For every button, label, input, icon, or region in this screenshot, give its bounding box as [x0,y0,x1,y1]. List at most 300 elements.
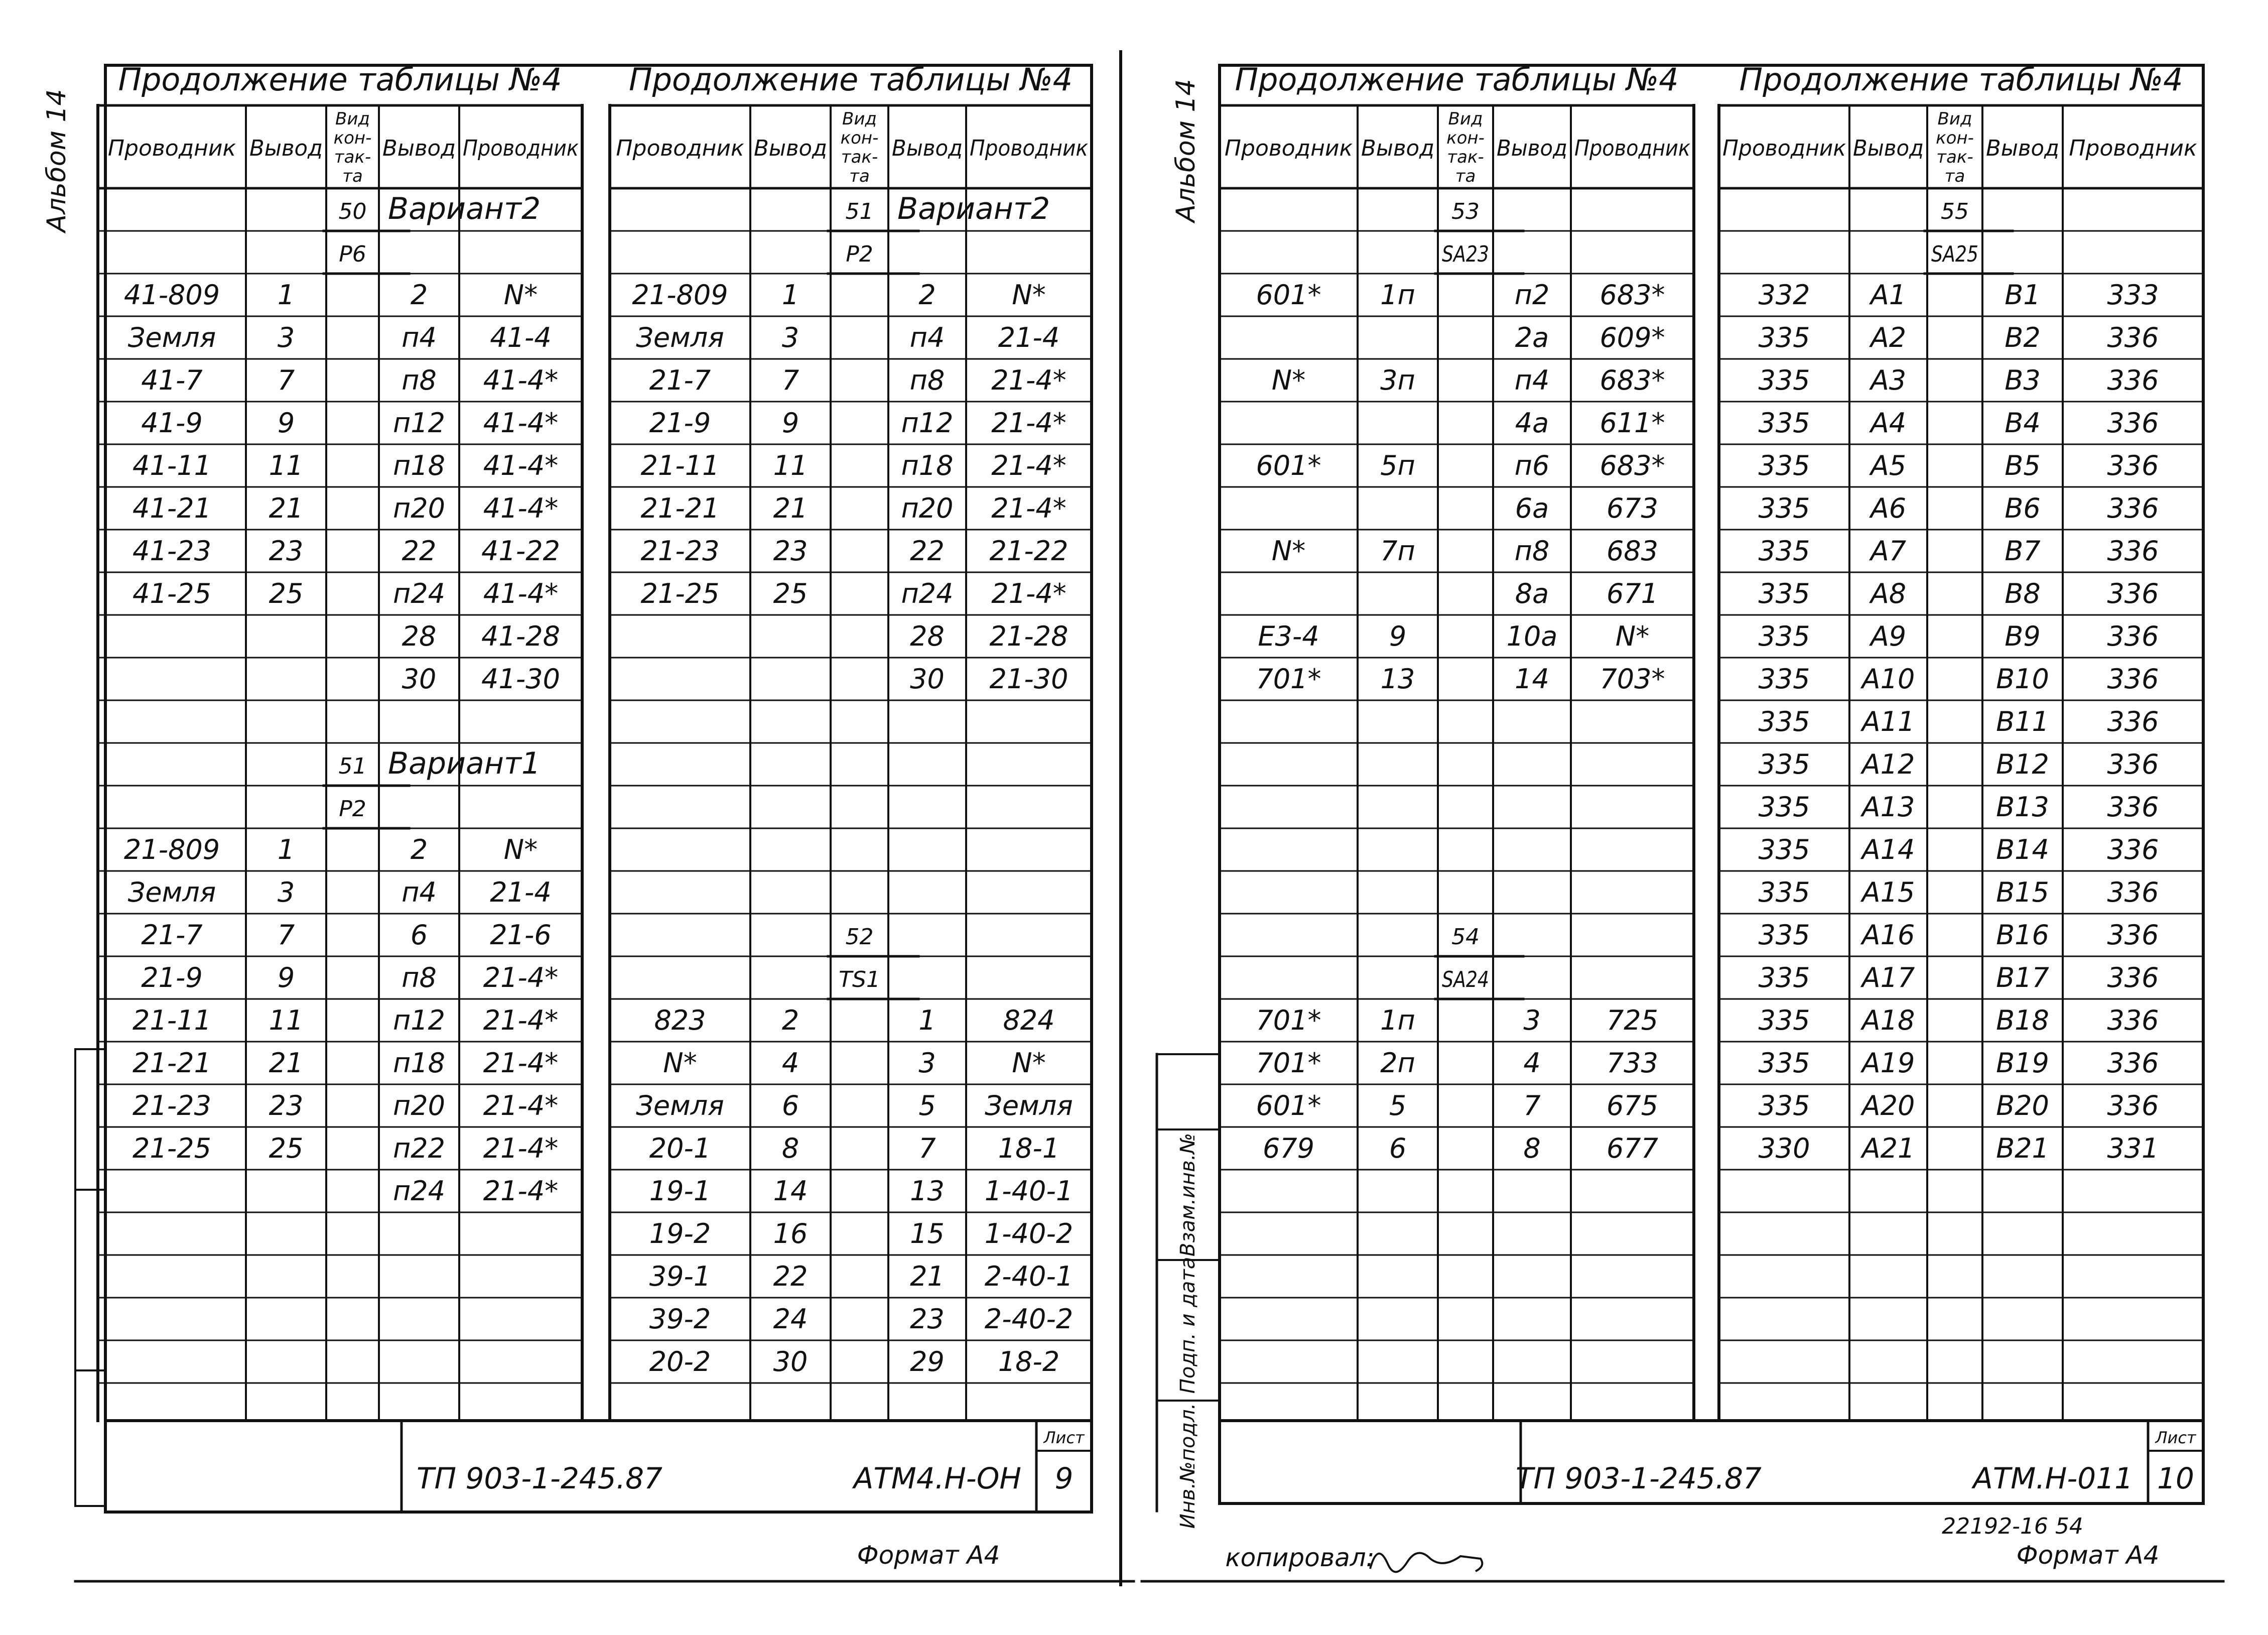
table-cell: 8 [781,1133,799,1164]
table-cell: 30 [773,1346,808,1377]
table-cell: SA23 [1442,241,1489,267]
header-contact-type-line: та [1455,166,1476,186]
table-cell: 335 [1758,450,1810,481]
table-cell: 335 [1758,364,1810,396]
table-cell: п18 [392,1047,446,1079]
album-side-label: Альбом 14 [1171,79,1201,222]
table-cell: 21-4* [991,450,1066,481]
table-cell: Земля [636,1090,724,1121]
table-cell: 9 [781,407,799,439]
table-cell: 22 [402,535,437,567]
table-cell: 51 [845,199,874,224]
table-cell: 336 [2107,407,2159,439]
table-cell: п8 [1514,535,1550,567]
table-cell: В20 [1996,1090,2049,1121]
table-cell: N* [1012,279,1046,311]
table-cell: 21 [910,1261,945,1292]
stamp-document-number: ТП 903-1-245.87 [417,1461,662,1495]
table-cell: 4а [1515,407,1549,439]
table-cell: 10а [1506,620,1558,652]
table-cell: А12 [1861,748,1915,780]
table-cell: 21-6 [490,919,552,951]
table-cell: 6а [1515,492,1549,524]
table-cell: 2-40-2 [984,1303,1074,1335]
table-cell: 28 [910,620,945,652]
table-cell: 21-4* [483,1004,559,1036]
table-cell: 21-11 [132,1004,211,1036]
table-cell: 21-4* [483,962,559,993]
table-cell: 23 [269,1090,304,1121]
table-cell: А8 [1870,578,1907,609]
table-cell: 14 [1515,663,1549,695]
header-contact-type-line: так- [1936,147,1973,167]
table-cell: 13 [910,1175,945,1207]
table-cell: 1 [918,1004,936,1036]
table-cell: 21-23 [640,535,720,567]
table-cell: 53 [1451,199,1480,224]
table-cell: 21-25 [132,1133,211,1164]
table-cell: 52 [845,924,874,950]
table-cell: 21-21 [640,492,720,524]
table-cell: А4 [1870,407,1907,439]
table-cell: 336 [2107,535,2159,567]
stamp-document-number: ТП 903-1-245.87 [1516,1461,1762,1495]
table-cell: 41-809 [123,279,220,311]
table-cell: 703* [1599,663,1665,695]
table-cell: 1 [277,279,295,311]
table-cell: 11 [773,450,808,481]
table-cell: 15 [910,1218,945,1249]
table-cell: 679 [1262,1133,1315,1164]
table-cell: 5 [1389,1090,1407,1121]
table-cell: А2 [1870,322,1907,353]
table-cell: п20 [901,492,954,524]
table-cell: 21-809 [123,834,220,865]
table-cell: 609* [1599,322,1665,353]
table-cell: N* [1271,364,1306,396]
table-cell: В4 [2005,407,2041,439]
table-cell: п12 [392,407,446,439]
table-cell: 21 [773,492,808,524]
table-cell: 823 [654,1004,706,1036]
format-label: Формат А4 [857,1541,1000,1570]
header-contact-type-line: та [849,166,870,186]
table-cell: 5 [918,1090,936,1121]
table-cell: 683* [1599,364,1665,396]
table-cell: 21-9 [141,962,203,993]
table-cell: п4 [1514,364,1550,396]
table-cell: SA24 [1442,967,1489,992]
table-cell: В21 [1996,1133,2049,1164]
table-cell: 50 [338,199,367,224]
table-cell: 3 [1523,1004,1541,1036]
table-cell: В13 [1996,791,2049,823]
table-cell: 2а [1515,322,1549,353]
table-cell: 25 [269,1133,304,1164]
table-cell: В5 [2005,450,2041,481]
table-cell: 335 [1758,876,1810,908]
table-cell: 21-4* [483,1090,559,1121]
table-cell: А20 [1861,1090,1915,1121]
table-cell: 671 [1606,578,1659,609]
table-cell: Р2 [339,796,366,822]
header-contact-type-line: Вид [335,109,370,129]
table-cell: 11 [269,450,304,481]
table-cell: А5 [1870,450,1907,481]
table-cell: А6 [1870,492,1907,524]
table-cell: 8а [1515,578,1549,609]
table-cell: 1п [1380,1004,1415,1036]
table-cell: 3п [1380,364,1415,396]
table-cell: А11 [1861,706,1915,737]
column-header: Проводник [616,136,744,161]
table-cell: п4 [402,322,437,353]
table-cell: Вариант1 [388,746,541,781]
table-title: Продолжение таблицы №4 [1235,61,1679,98]
header-contact-type-line: та [342,166,363,186]
table-cell: 21-4* [991,407,1066,439]
table-cell: 19-2 [649,1218,711,1249]
table-cell: 16 [773,1218,808,1249]
table-cell: 6 [410,919,428,951]
table-cell: 7 [1523,1090,1541,1121]
table-cell: 41-23 [132,535,211,567]
table-cell: 332 [1758,279,1810,311]
table-cell: 21-4* [991,492,1066,524]
table-cell: 3 [277,322,295,353]
table-cell: 336 [2107,1090,2159,1121]
table-cell: п8 [909,364,945,396]
table-cell: 21-4* [991,364,1066,396]
table-cell: п24 [392,578,446,609]
copier-signature [1370,1553,1482,1572]
table-cell: 21-4 [998,322,1060,353]
table-cell: 2-40-1 [984,1261,1074,1292]
table-cell: Вариант2 [388,191,541,226]
table-cell: А21 [1861,1133,1915,1164]
table-cell: 41-30 [481,663,560,695]
table-cell: п8 [402,364,437,396]
table-cell: 41-4* [483,578,559,609]
header-contact-type-line: Вид [1448,109,1483,129]
table-cell: п12 [901,407,954,439]
table-cell: 23 [269,535,304,567]
column-header: Вывод [1361,136,1434,161]
table-cell: 9 [1389,620,1407,652]
table-cell: 23 [910,1303,945,1335]
table-cell: Р6 [339,241,366,267]
table-cell: 673 [1606,492,1659,524]
table-cell: 9 [277,962,295,993]
column-header: Проводник [1574,136,1691,161]
stamp-drawing-code: АТМ.Н-011 [1973,1461,2133,1495]
table-cell: Земля [985,1090,1073,1121]
table-cell: 335 [1758,1047,1810,1079]
table-cell: 336 [2107,706,2159,737]
table-cell: 7 [277,364,295,396]
table-cell: 333 [2107,279,2159,311]
table-cell: 41-4* [483,407,559,439]
table-cell: 335 [1758,322,1810,353]
table-cell: 41-28 [481,620,560,652]
table-cell: 41-21 [132,492,211,524]
table-cell: п20 [392,1090,446,1121]
table-cell: 21-25 [640,578,720,609]
header-contact-type-line: Вид [842,109,877,129]
table-cell: 2п [1380,1047,1415,1079]
table-cell: 41-4* [483,364,559,396]
table-cell: 30 [402,663,437,695]
table-cell: 335 [1758,962,1810,993]
table-cell: А13 [1861,791,1915,823]
border-label: Взам.инв.№ [1176,1133,1199,1257]
table-cell: 41-9 [141,407,203,439]
table-cell: 29 [910,1346,945,1377]
table-cell: п18 [392,450,446,481]
table-cell: 331 [2107,1133,2159,1164]
table-cell: 41-7 [141,364,203,396]
table-cell: 20-1 [649,1133,711,1164]
table-cell: 733 [1606,1047,1659,1079]
table-cell: 335 [1758,663,1810,695]
table-cell: 1-40-2 [984,1218,1074,1249]
table-cell: А14 [1861,834,1915,865]
column-header: Проводник [107,136,236,161]
table-cell: 54 [1451,924,1480,950]
header-contact-type-line: так- [1447,147,1484,167]
table-cell: 23 [773,535,808,567]
copied-by-label: копировал: [1225,1543,1375,1572]
table-cell: А18 [1861,1004,1915,1036]
table-cell: 21 [269,1047,304,1079]
table-cell: А16 [1861,919,1915,951]
connection-table [98,61,582,1421]
table-cell: В11 [1996,706,2049,737]
table-cell: 21-4 [490,876,552,908]
table-cell: п24 [392,1175,446,1207]
table-cell: 21-9 [649,407,711,439]
table-cell: В19 [1996,1047,2049,1079]
table-cell: 336 [2107,322,2159,353]
table-cell: Р2 [846,241,873,267]
table-cell: 21-30 [989,663,1069,695]
table-cell: 1п [1380,279,1415,311]
sheet-frame [105,65,1092,1512]
table-title: Продолжение таблицы №4 [628,61,1073,98]
table-cell: 336 [2107,578,2159,609]
border-label: Подп. и дата [1176,1256,1199,1394]
table-cell: А9 [1870,620,1907,652]
table-cell: 21-28 [989,620,1069,652]
header-contact-type-line: кон- [1446,128,1485,148]
table-cell: N* [663,1047,697,1079]
table-cell: п4 [402,876,437,908]
header-contact-type-line: Вид [1937,109,1972,129]
table-cell: Земля [636,322,724,353]
table-cell: 336 [2107,620,2159,652]
table-cell: 41-22 [481,535,560,567]
table-cell: 1 [277,834,295,865]
table-cell: Земля [127,322,216,353]
table-cell: В12 [1996,748,2049,780]
table-cell: 6 [781,1090,799,1121]
header-contact-type-line: та [1944,166,1965,186]
table-cell: 6 [1389,1133,1407,1164]
table-cell: 14 [773,1175,808,1207]
table-cell: п8 [402,962,437,993]
table-cell: А19 [1861,1047,1915,1079]
connection-table [1220,61,1694,1421]
table-cell: А1 [1870,279,1907,311]
table-cell: 601* [1256,450,1321,481]
table-cell: 7 [781,364,799,396]
table-cell: 683* [1599,279,1665,311]
table-cell: 39-2 [649,1303,711,1335]
table-cell: п4 [909,322,945,353]
table-cell: В3 [2005,364,2041,396]
format-label: Формат А4 [2016,1541,2160,1570]
table-cell: п2 [1514,279,1550,311]
table-cell: 335 [1758,492,1810,524]
table-cell: п20 [392,492,446,524]
table-cell: 701* [1256,1004,1321,1036]
sheet-drawing [1134,0,2268,1635]
table-cell: N* [1012,1047,1046,1079]
table-cell: 25 [773,578,808,609]
table-cell: 3 [918,1047,936,1079]
table-cell: N* [503,834,538,865]
table-cell: 39-1 [649,1261,711,1292]
table-cell: 21-7 [649,364,711,396]
table-cell: 335 [1758,1004,1810,1036]
table-cell: 335 [1758,535,1810,567]
table-cell: 4 [781,1047,799,1079]
table-cell: 21-4* [991,578,1066,609]
table-title: Продолжение таблицы №4 [1739,61,2183,98]
connection-table [1719,61,2203,1421]
table-cell: 11 [269,1004,304,1036]
table-cell: 677 [1606,1133,1659,1164]
column-header: Проводник [463,136,579,161]
table-cell: 2 [410,834,428,865]
table-cell: 1-40-1 [984,1175,1074,1207]
table-cell: В17 [1996,962,2049,993]
table-cell: В18 [1996,1004,2049,1036]
table-cell: 336 [2107,748,2159,780]
table-cell: 51 [338,753,367,779]
table-cell: 41-4* [483,492,559,524]
table-cell: 701* [1256,663,1321,695]
table-cell: 701* [1256,1047,1321,1079]
table-cell: 335 [1758,578,1810,609]
table-cell: 19-1 [649,1175,711,1207]
table-cell: 41-11 [132,450,211,481]
border-label: Инв.№подл. [1176,1403,1199,1529]
table-cell: 683* [1599,450,1665,481]
table-cell: 9 [277,407,295,439]
stamp-drawing-code: АТМ4.Н-ОН [853,1461,1021,1495]
table-cell: А10 [1861,663,1915,695]
table-cell: В2 [2005,322,2041,353]
table-cell: п6 [1514,450,1550,481]
table-cell: 335 [1758,1090,1810,1121]
table-cell: В8 [2005,578,2041,609]
table-cell: 25 [269,578,304,609]
table-cell: N* [1615,620,1650,652]
table-cell: В1 [2005,279,2041,311]
table-cell: 22 [910,535,945,567]
table-cell: А3 [1870,364,1907,396]
table-cell: 41-25 [132,578,211,609]
header-contact-type-line: так- [841,147,878,167]
album-side-label: Альбом 14 [42,89,72,232]
table-cell: 335 [1758,919,1810,951]
column-header: Вывод [1986,136,2059,161]
column-header: Вывод [1853,136,1924,161]
column-header: Вывод [249,136,323,161]
archive-number: 22192-16 54 [1942,1514,2083,1539]
table-cell: 3 [781,322,799,353]
table-cell: 18-2 [998,1346,1060,1377]
stamp-sheet-label: Лист [2155,1428,2196,1447]
table-cell: N* [1271,535,1306,567]
table-cell: 683 [1606,535,1659,567]
table-cell: 336 [2107,1004,2159,1036]
table-cell: 21-809 [632,279,728,311]
table-cell: В16 [1996,919,2049,951]
table-cell: 336 [2107,450,2159,481]
column-header: Проводник [1224,136,1353,161]
drawing-sheet-10 [1134,0,2268,1635]
table-cell: 335 [1758,407,1810,439]
table-cell: 21-4* [483,1175,559,1207]
table-cell: 21-7 [141,919,203,951]
stamp-sheet-number: 9 [1054,1461,1074,1495]
header-contact-type-line: так- [334,147,371,167]
table-cell: 335 [1758,834,1810,865]
table-cell: 28 [402,620,437,652]
table-cell: 611* [1599,407,1665,439]
header-contact-type-line: кон- [840,128,879,148]
table-cell: 8 [1523,1133,1541,1164]
table-cell: В15 [1996,876,2049,908]
column-header: Вывод [1497,136,1567,161]
table-cell: 22 [773,1261,808,1292]
table-cell: Вариант2 [897,191,1050,226]
table-cell: 30 [910,663,945,695]
table-cell: 336 [2107,492,2159,524]
table-cell: 336 [2107,791,2159,823]
table-cell: В7 [2005,535,2041,567]
header-contact-type-line: кон- [333,128,372,148]
table-cell: 55 [1941,199,1969,224]
table-cell: п24 [901,578,954,609]
table-cell: 824 [1003,1004,1055,1036]
table-cell: 21-11 [640,450,720,481]
table-cell: 4 [1523,1047,1541,1079]
table-cell: 7 [918,1133,936,1164]
column-header: Проводник [1722,136,1846,161]
column-header: Проводник [2069,136,2197,161]
table-cell: 5п [1380,450,1415,481]
table-cell: 336 [2107,919,2159,951]
table-cell: 336 [2107,962,2159,993]
table-cell: Е3-4 [1258,620,1319,652]
stamp-sheet-number: 10 [2157,1461,2194,1495]
table-cell: 336 [2107,834,2159,865]
column-header: Вывод [892,136,963,161]
table-cell: Земля [127,876,216,908]
